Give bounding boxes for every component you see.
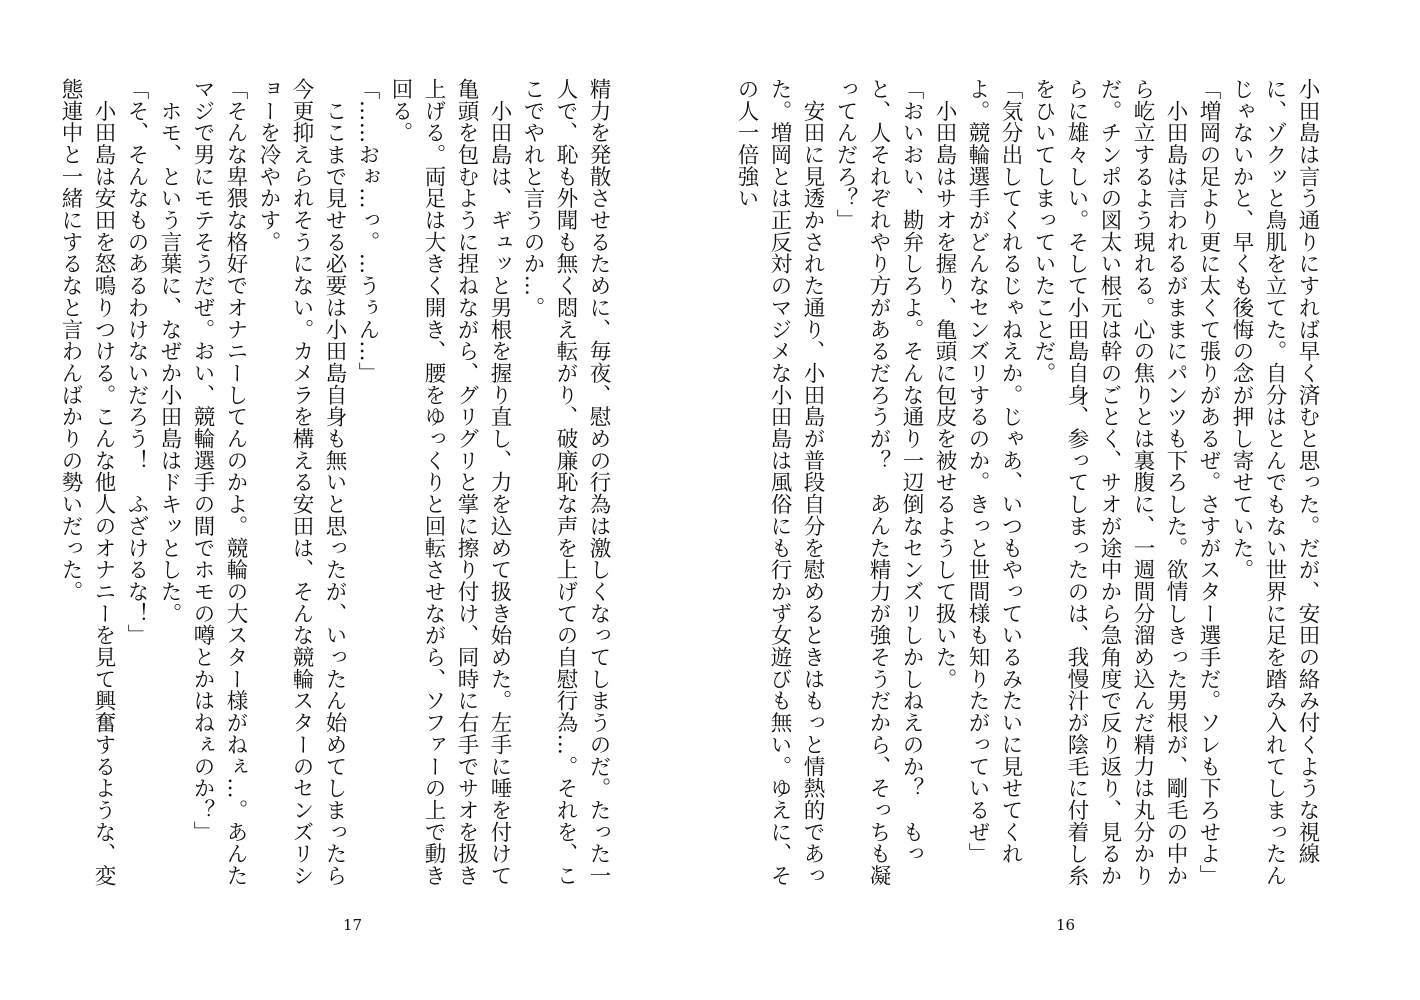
- paragraph: ここまで見せる必要は小田島自身も無いと思ったが、いったん始めてしまったら今更抑えられそうにない。カメラを構える安田は、そんな競輪スターのセンズリショーを冷やかす。: [256, 78, 347, 887]
- paragraph: 小田島は、ギュッと男根を握り直し、力を込めて扱き始めた。左手に唾を付けて亀頭を包むように捏ねながら、グリグリと掌に擦り付け、同時に右手でサオを扱き上げる。両足は大きく開き、腰をゆっくりと回転させながら、ソファーの上で動き回る。: [388, 78, 512, 887]
- paragraph: 小田島は言われるがままにパンツも下ろした。欲情しきった男根が、剛毛の中から屹立するよう現れる。心の焦りとは裏腹に、一週間分溜め込んだ精力は丸分かりだ。チンポの図太い根元は幹のごとく、サオが途中から急角度で反り返り、見るからに雄々しい。そして小田島自身、参ってしまったのは、我慢汁が陰毛に付着し糸をひいてしまっていたことだ。: [1031, 78, 1188, 887]
- paragraph: 「気分出してくれるじゃねえか。じゃあ、いつもやっているみたいに見せてくれよ。競輪選手がどんなセンズリするのか。きっと世間様も知りたがっているぜ」: [965, 78, 1023, 865]
- page-number: 16: [1056, 916, 1076, 934]
- paragraph: ホモ、という言葉に、なぜか小田島はドキッとした。: [157, 78, 182, 625]
- page-16-body-text: [734, 78, 1324, 898]
- paragraph: 小田島はサオを握り、亀頭に包皮を被せるようして扱いた。: [932, 78, 957, 690]
- paragraph: 「増岡の足より更に太くて張りがあるぜ。さすがスター選手だ。ソレも下ろせよ」: [1196, 78, 1221, 887]
- paragraph: 「おいおい、勘弁しろよ。そんな通り一辺倒なセンズリしかしねえのか？ もっと、人それぞれやり方があるだろうが？ あんた精力が強そうだから、そっちも凝ってんだろ？」: [833, 78, 924, 887]
- paragraph: 小田島は言う通りにすれば早く済むと思った。だが、安田の絡み付くような視線に、ゾクッと鳥肌を立てた。自分はとんでもない世界に足を踏み入れてしまったんじゃないかと、早くも後悔の念が押し寄せていた。: [1229, 78, 1320, 887]
- page-number: 17: [343, 916, 363, 934]
- paragraph: 精力を発散させるために、毎夜、慰めの行為は激しくなってしまうのだ。たった一人で、恥も外聞も無く悶え転がり、破廉恥な声を上げての自慰行為…。それを、ここでやれと言うのか…。: [520, 78, 611, 887]
- paragraph: 安田に見透かされた通り、小田島が普段自分を慰めるときはもっと情熱的であった。増岡とは正反対のマジメな小田島は風俗にも行かず女遊びも無い。ゆえに、その人一倍強い: [734, 78, 825, 887]
- page-16: [710, 0, 1420, 1000]
- paragraph: 「……おぉ…っ。…うぅん…」: [355, 78, 380, 384]
- paragraph: 「そんな卑猥な格好でオナニーしてんのかよ。競輪の大スター様がねぇ…。あんたマジで男にモテそうだぜ。おい、競輪選手の間でホモの噂とかはねぇのか？」: [190, 78, 248, 887]
- paragraph: 小田島は安田を怒鳴りつける。こんな他人のオナニーを見て興奮するような、変態連中と一緒にするなと言わんばかりの勢いだった。: [58, 78, 116, 887]
- paragraph: 「そ、そんなものあるわけないだろう！ ふざけるな！」: [124, 78, 149, 647]
- page-17-body-text: [55, 78, 615, 898]
